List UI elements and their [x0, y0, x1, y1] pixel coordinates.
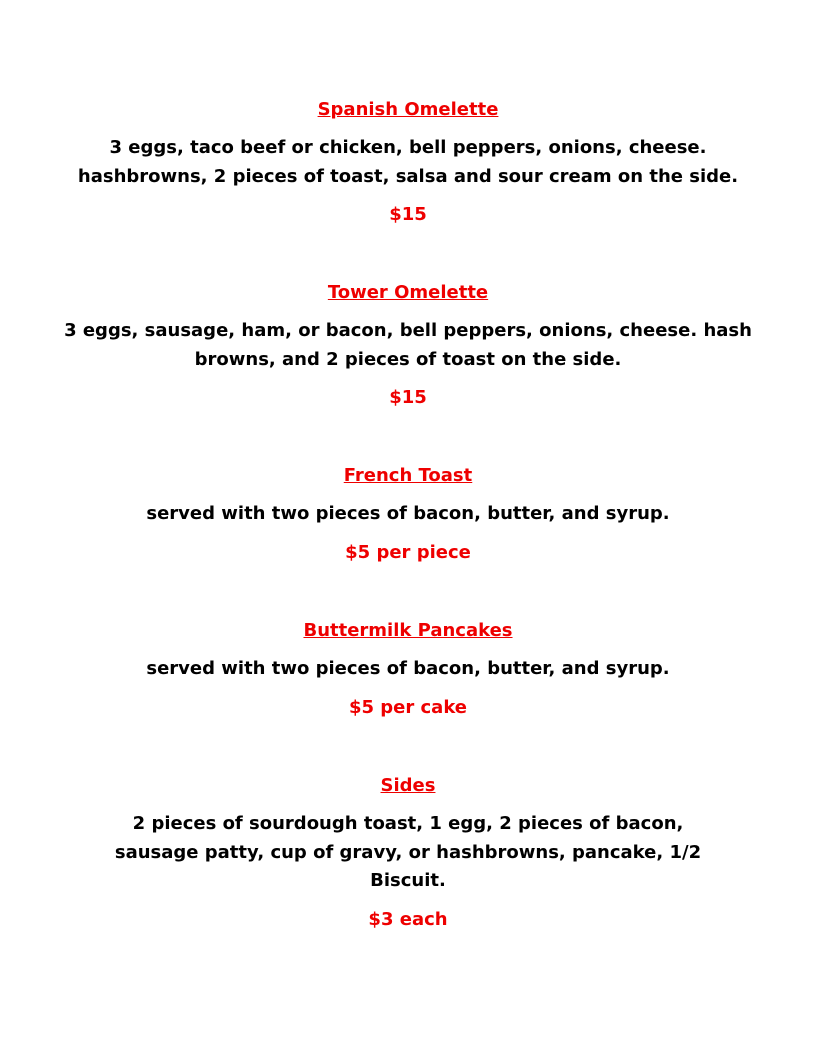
menu-item-french-toast: [60, 464, 756, 565]
item-title: Spanish Omelette: [317, 99, 499, 120]
menu-item-tower-omelette: [40, 281, 776, 410]
item-description: 3 eggs, sausage, ham, or bacon, bell peppers, onions, cheese. hash browns, and 2 pieces of toast on the side.: [64, 320, 752, 370]
item-price: $5 per piece: [345, 541, 471, 563]
item-title: Tower Omelette: [327, 282, 489, 303]
item-description: served with two pieces of bacon, butter, and syrup.: [146, 503, 670, 524]
menu-item-sides: [40, 774, 776, 932]
item-price: $15: [389, 204, 427, 225]
item-title: Sides: [380, 775, 436, 796]
menu-item-buttermilk-pancakes: [60, 619, 756, 720]
item-price: $15: [389, 387, 427, 408]
item-description: 3 eggs, taco beef or chicken, bell peppers, onions, cheese. hashbrowns, 2 pieces of toast, salsa and sour cream on the side.: [77, 137, 739, 187]
item-title: Buttermilk Pancakes: [303, 620, 513, 641]
item-description: 2 pieces of sourdough toast, 1 egg, 2 pieces of bacon, sausage patty, cup of gravy, or hashbrowns, pancake, 1/2 Biscuit.: [114, 813, 702, 891]
item-price: $3 each: [368, 908, 448, 930]
menu-item-spanish-omelette: [40, 98, 776, 227]
item-price: $5 per cake: [348, 696, 468, 718]
item-title: French Toast: [343, 465, 473, 486]
item-description: served with two pieces of bacon, butter, and syrup.: [146, 658, 670, 679]
